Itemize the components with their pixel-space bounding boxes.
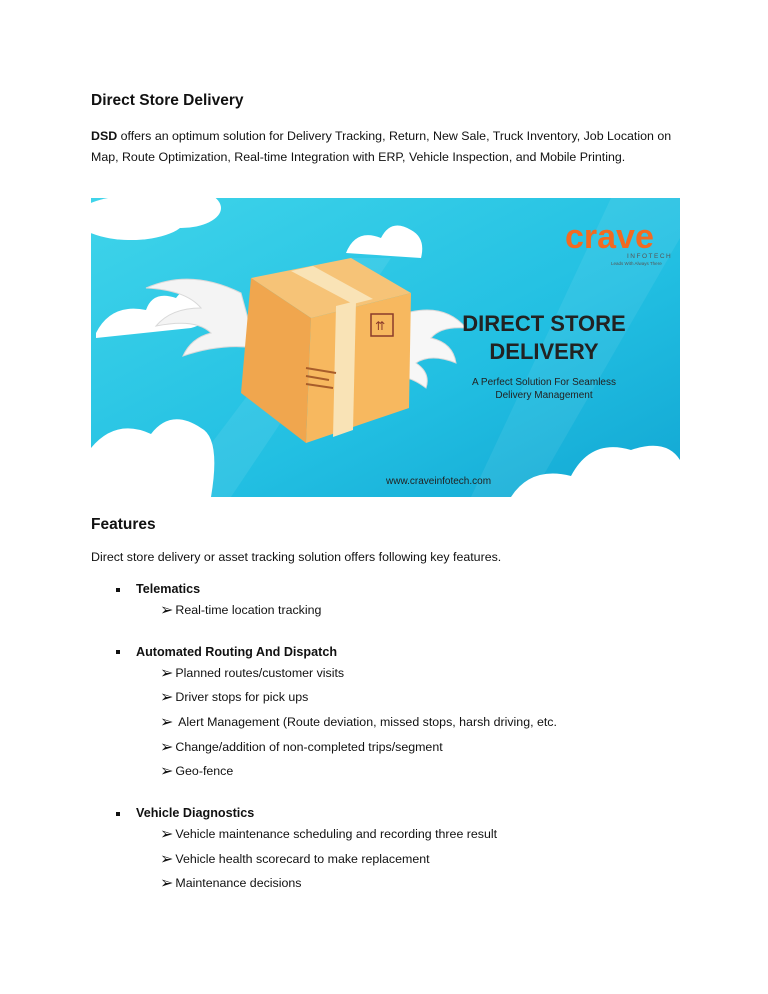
banner-headline-2: DELIVERY <box>489 339 599 364</box>
features-intro: Direct store delivery or asset tracking solution offers following key features. <box>91 550 502 564</box>
square-bullet-icon <box>116 812 120 816</box>
page-title: Direct Store Delivery <box>91 92 244 109</box>
square-bullet-icon <box>116 650 120 654</box>
dsd-banner-image <box>91 198 680 497</box>
banner-subline-2: Delivery Management <box>495 390 593 401</box>
feature-group-title: Vehicle Diagnostics <box>136 806 255 820</box>
svg-text:⇈: ⇈ <box>375 319 386 333</box>
square-bullet-icon <box>116 588 120 592</box>
arrow-bullet-icon: ➢ <box>160 687 174 706</box>
feature-item: ➢ Vehicle health scorecard to make replacement <box>160 849 430 868</box>
feature-item: ➢ Geo-fence <box>160 761 234 780</box>
intro-paragraph <box>91 126 681 168</box>
arrow-bullet-icon: ➢ <box>160 600 174 619</box>
feature-item: ➢ Alert Management (Route deviation, missed stops, harsh driving, etc. <box>160 712 557 731</box>
banner-illustration <box>91 198 680 497</box>
brand-sub: INFOTECH <box>627 253 673 260</box>
feature-item: ➢ Vehicle maintenance scheduling and recording three result <box>160 824 498 843</box>
features-heading: Features <box>91 516 156 533</box>
intro-bold: DSD <box>91 129 118 143</box>
arrow-bullet-icon: ➢ <box>160 761 174 780</box>
feature-item: ➢ Real-time location tracking <box>160 600 322 619</box>
arrow-bullet-icon: ➢ <box>160 824 174 843</box>
arrow-bullet-icon: ➢ <box>160 737 174 756</box>
brand-text: crave <box>565 218 654 256</box>
feature-item: ➢ Driver stops for pick ups <box>160 687 309 706</box>
banner-headline-1: DIRECT STORE <box>462 311 626 336</box>
feature-item: ➢ Change/addition of non-completed trips/segment <box>160 737 443 756</box>
arrow-bullet-icon: ➢ <box>160 663 174 682</box>
feature-group-title: Automated Routing And Dispatch <box>136 645 338 659</box>
arrow-bullet-icon: ➢ <box>160 849 174 868</box>
intro-text: offers an optimum solution for Delivery Tracking, Return, New Sale, Truck Inventory, Job Location on Map, Route Optimization, Real-time Integration with ERP, Vehicle Inspection, and Mobile Printing. <box>91 129 672 164</box>
arrow-bullet-icon: ➢ <box>160 712 174 731</box>
feature-item: ➢ Planned routes/customer visits <box>160 663 345 682</box>
brand-tagline: Leads With Always There <box>611 261 662 266</box>
feature-group-title: Telematics <box>136 582 201 596</box>
banner-subline-1: A Perfect Solution For Seamless <box>472 377 616 388</box>
arrow-bullet-icon: ➢ <box>160 873 174 892</box>
banner-url: www.craveinfotech.com <box>386 476 492 487</box>
feature-item: ➢ Maintenance decisions <box>160 873 302 892</box>
